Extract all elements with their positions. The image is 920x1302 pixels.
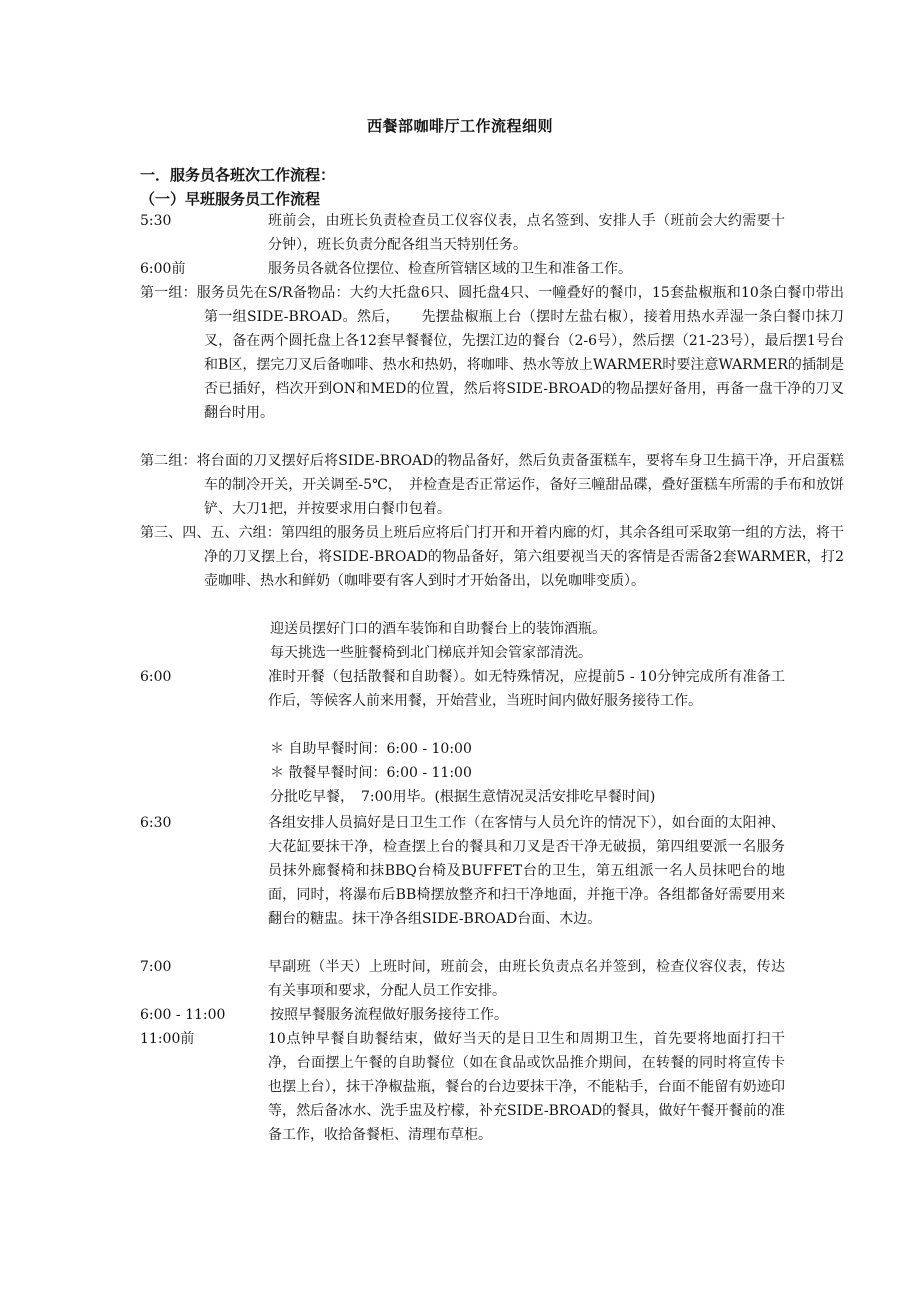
entry-time: 5:30 (140, 213, 172, 229)
a-la-carte-breakfast-hours: ＊ 散餐早餐时间：6:00 - 11:00 (270, 765, 472, 781)
group-2-paragraph: 第二组：将台面的刀叉摆好后将SIDE-BROAD的物品备好，然后负责备蛋糕车，要将车身卫生搞干净，开启蛋糕车的制冷开关，开关调至-5℃， 并检查是否正常运作，备好三幢甜品碟，叠好蛋糕车所需的手布和放饼铲、大刀1把，并按要求用白餐巾包着。 (140, 453, 844, 517)
staff-breakfast-note: 分批吃早餐， 7:00用毕。(根据生意情况灵活安排吃早餐时间) (270, 789, 656, 805)
buffet-breakfast-hours: ＊ 自助早餐时间：6:00 - 10:00 (270, 741, 472, 757)
entry-time: 6:00 (140, 669, 172, 685)
entry-time: 7:00 (140, 959, 172, 975)
entry-text: 10点钟早餐自助餐结束，做好当天的是日卫生和周期卫生，首先要将地面打扫干净，台面摆上午餐的自助餐位（如在食品或饮品推介期间，在转餐的同时将宣传卡也摆上台），抹干净椒盐瓶，餐台的台边要抹干净，不能粘手，台面不能留有奶迹印等，然后备冰水、洗手盅及柠檬，补充SIDE-BROAD的餐具，做好午餐开餐前的准备工作，收拾备餐柜、清理布草柜。 (268, 1031, 785, 1143)
entry-text: 班前会，由班长负责检查员工仪容仪表，点名签到、安排人手（班前会大约需要十分钟），班长负责分配各组当天特别任务。 (268, 213, 785, 253)
entry-text: 准时开餐（包括散餐和自助餐）。如无特殊情况，应提前5 - 10分钟完成所有准备工作后，等候客人前来用餐，开始营业，当班时间内做好服务接待工作。 (268, 669, 785, 709)
entry-text: 各组安排人员搞好是日卫生工作（在客情与人员允许的情况下），如台面的太阳神、大花缸要抹干净，检查摆上台的餐具和刀叉是否干净无破损，第四组要派一名服务员抹外廊餐椅和抹BBQ台椅及BUFFET台的卫生，第五组派一名人员抹吧台的地面，同时，将瀑布后BB椅摆放整齐和扫干净地面，并拖干净。各组都备好需要用来翻台的糖盅。抹干净各组SIDE-BROAD台面、木边。 (268, 815, 785, 927)
group-3-6-paragraph: 第三、四、五、六组：第四组的服务员上班后应将后门打开和开着内廊的灯，其余各组可采取第一组的方法，将干净的刀叉摆上台，将SIDE-BROAD的物品备好，第六组要视当天的客情是否需备2套WARMER，打2壶咖啡、热水和鲜奶（咖啡要有客人到时才开始备出，以免咖啡变质）。 (140, 525, 844, 589)
entry-time: 6:00前 (140, 261, 186, 277)
group-1-paragraph: 第一组：服务员先在S/R备物品：大约大托盘6只、圆托盘4只、一幢叠好的餐巾，15套盐椒瓶和10条白餐巾带出第一组SIDE-BROAD。然后， 先摆盐椒瓶上台（摆时左盐右椒），接着用热水弄湿一条白餐巾抹刀叉，备在两个圆托盘上各12套早餐餐位，先摆江边的餐台（2-6号），然后摆（21-23号），最后摆1号台和B区，摆完刀叉后备咖啡、热水和热奶，将咖啡、热水等放上WARMER时要注意WARMER的插制是否已插好，档次开到ON和MED的位置，然后将SIDE-BROAD的物品摆好备用，再备一盘干净的刀叉翻台时用。 (140, 285, 844, 421)
entry-time: 6:30 (140, 815, 172, 831)
entry-text: 按照早餐服务流程做好服务接待工作。 (270, 1007, 508, 1023)
greeter-note: 迎送员摆好门口的酒车装饰和自助餐台上的装饰酒瓶。 (270, 621, 606, 637)
entry-time: 6:00 - 11:00 (140, 1007, 226, 1023)
subsection-heading: （一）早班服务员工作流程 (140, 190, 321, 208)
entry-text: 服务员各就各位摆位、检查所管辖区域的卫生和准备工作。 (268, 261, 632, 277)
entry-text: 早副班（半天）上班时间，班前会，由班长负责点名并签到，检查仪容仪表，传达有关事项和要求，分配人员工作安排。 (268, 959, 785, 999)
section-heading: 一．服务员各班次工作流程： (140, 166, 336, 184)
chair-cleaning-note: 每天挑选一些脏餐椅到北门梯底并知会管家部清洗。 (270, 645, 592, 661)
entry-time: 11:00前 (140, 1031, 195, 1047)
document-title: 西餐部咖啡厅工作流程细则 (366, 117, 553, 135)
